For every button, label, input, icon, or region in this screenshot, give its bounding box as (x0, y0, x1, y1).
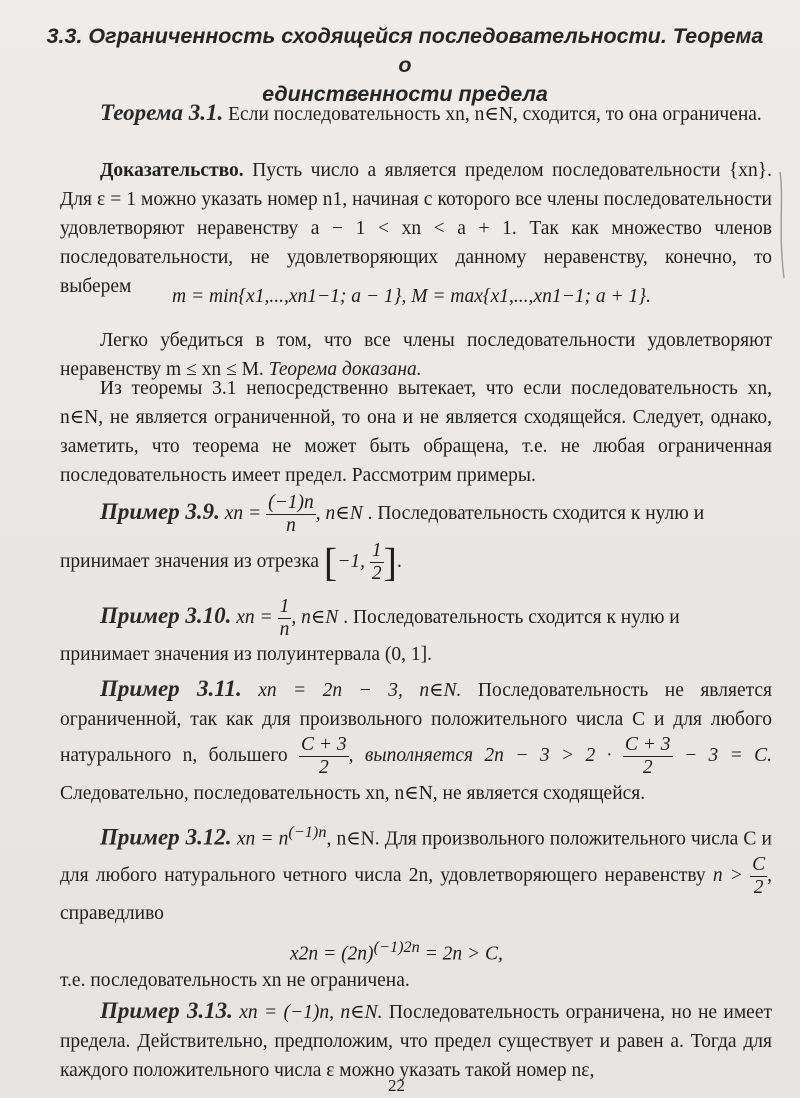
example-3-12 (60, 818, 772, 928)
example-3-12-formula: xn = n (236, 828, 289, 850)
example-3-12-fraction (750, 854, 767, 899)
example-3-10 (60, 596, 772, 641)
remark-paragraph (60, 374, 772, 490)
example-3-11-text4: Следовательно, последовательность xn, n∈N, не является сходящейся. (60, 783, 646, 804)
fraction-denominator: 2 (642, 757, 653, 778)
example-3-9 (60, 492, 772, 537)
fraction-numerator: C + 3 (301, 734, 347, 755)
example-3-12-conclusion (60, 966, 772, 995)
example-3-10-label: Пример 3.10. (100, 602, 232, 628)
example-3-9-fraction (266, 492, 316, 537)
example-3-11-label: Пример 3.11. (100, 676, 242, 701)
fraction-numerator: 1 (279, 596, 290, 617)
example-3-11-text3: − 3 = C. (683, 744, 773, 766)
theorem-paragraph (60, 98, 772, 129)
example-3-10-cond: , n∈N (291, 606, 339, 628)
example-3-9-text: . Последовательность сходится к нулю и (367, 502, 705, 524)
interval-fraction (370, 540, 384, 585)
example-3-13 (60, 996, 772, 1085)
example-3-10-fraction (278, 596, 292, 641)
fraction-denominator: 2 (318, 757, 329, 778)
example-3-9-line2 (60, 540, 772, 585)
example-3-9-cond: , n∈N (315, 502, 363, 524)
pen-mark-icon (772, 170, 792, 280)
theorem-label: Теорема 3.1. (100, 100, 224, 125)
proof-formula: m = min{x1,...,xn1−1; a − 1}, M = max{x1,...,xn1−1; a + 1}. (172, 286, 651, 307)
example-3-9-label: Пример 3.9. (100, 498, 220, 524)
proof-text: Пусть число a является пределом последовательности {xn}. Для ε = 1 можно указать номер n1, начиная с которого все члены последовательности удовлетворяют неравенству a − 1 < xn < a + 1. Так как множество членов последовательности, не удовлетворяющих данному неравенству, конечно, то выберем (60, 160, 773, 297)
theorem-text: Если последовательность xn, n∈N, сходится, то она ограничена. (228, 104, 762, 125)
section-heading-line1: 3.3. Ограниченность сходящейся последовательности. Теорема о (46, 24, 764, 77)
formula2-lhs: x2n = (2n) (290, 943, 374, 965)
fraction-numerator: (−1)n (268, 492, 314, 513)
fraction-numerator: C (752, 853, 766, 875)
example-3-9-text2: принимает значения из отрезка (60, 550, 320, 572)
example-3-9-lhs: xn = (224, 502, 262, 524)
example-3-10-line2 (60, 640, 772, 669)
formula2-exponent: (−1)2n (373, 938, 420, 956)
example-3-13-formula: xn = (−1)n, n∈N. (239, 1002, 383, 1023)
conclusion-text: Легко убедиться в том, что все члены последовательности удовлетворяют неравенству m ≤ xn ≤ M. (60, 330, 772, 380)
example-3-11-text: Последовательность не является ограниченной, так как для произвольного положительного числа C и для любого натурального n, большего (60, 680, 772, 766)
conclusion-tail: Теорема доказана. (268, 359, 422, 380)
example-3-11-formula: xn = 2n − 3, n∈N. (258, 680, 462, 701)
left-bracket: [ (323, 539, 338, 585)
page-number: 22 (388, 1076, 405, 1095)
fraction-denominator: 2 (753, 876, 764, 898)
example-3-12-text3: т.е. последовательность xn не ограничена. (60, 970, 410, 991)
example-3-11-fraction (299, 734, 349, 779)
example-3-12-text: , n∈N. Для произвольного положительного числа C и для любого натурального четного числа 2n, удовлетворяющего неравенству (60, 828, 772, 886)
remark-text: Из теоремы 3.1 непосредственно вытекает, что если последовательность xn, n∈N, не является ограниченной, то она и не является сходящейся. Следует, однако, заметить, что теорема не может быть обращена, т.е. не любая ограниченная последовательность имеет предел. Рассмотрим примеры. (60, 378, 772, 486)
fraction-denominator: 2 (371, 563, 382, 584)
example-3-13-label: Пример 3.13. (100, 998, 233, 1023)
interval-left: −1, (337, 550, 366, 572)
example-3-13-text: Последовательность ограничена, но не имеет предела. Действительно, предположим, что предел существует и равен a. Тогда для каждого положительного числа ε можно указать такой номер nε, (60, 1002, 772, 1081)
fraction-numerator: C + 3 (624, 734, 671, 755)
fraction-numerator: 1 (371, 540, 382, 561)
example-3-10-text2: принимает значения из полуинтервала (0, 1]. (60, 644, 432, 665)
example-3-10-lhs: xn = (236, 606, 273, 628)
example-3-12-label: Пример 3.12. (100, 824, 232, 850)
section-heading-line2: единственности предела (262, 82, 548, 106)
example-3-12-formula2 (290, 938, 503, 966)
example-3-9-end: . (397, 550, 402, 572)
example-3-11-text2: , выполняется 2n − 3 > 2 · (348, 744, 612, 766)
formula2-rhs: = 2n > C, (424, 943, 503, 965)
example-3-11 (60, 674, 772, 808)
example-3-12-exponent: (−1)n (288, 823, 327, 841)
right-bracket: ] (383, 539, 397, 585)
proof-paragraph (60, 156, 772, 301)
section-heading (40, 22, 770, 109)
example-3-10-text: . Последовательность сходится к нулю и (343, 606, 680, 628)
example-3-11-fraction-2 (623, 734, 673, 779)
fraction-denominator: n (286, 515, 296, 536)
proof-label: Доказательство. (100, 160, 244, 181)
example-3-12-ineq: n > (712, 864, 743, 886)
example-3-12-text2: , справедливо (60, 864, 773, 924)
fraction-denominator: n (279, 619, 290, 640)
